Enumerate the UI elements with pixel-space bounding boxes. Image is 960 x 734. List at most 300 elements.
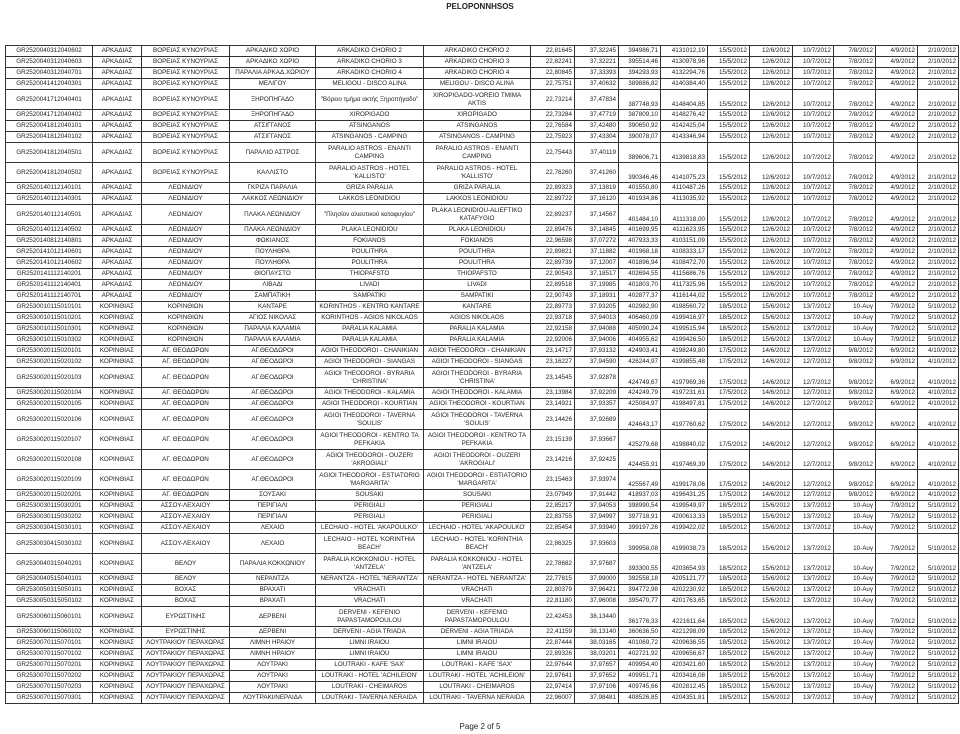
table-row: [6, 324, 959, 335]
municipality-cell: ΒΕΛΟΥ: [142, 574, 230, 585]
latitude-cell: 37,94013: [575, 313, 619, 324]
sampling-date-3-cell: 10/7/2012: [793, 46, 834, 57]
name-local-cell: ARKADIKO CHORIO 4: [316, 68, 424, 79]
location-cell: ΛΟΥΤΡΑΚΙ/ΝΕΡΑΙΔΑ: [230, 693, 316, 704]
name-latin-cell: NERANTZA - HOTEL 'NERANTZA': [424, 574, 531, 585]
sampling-date-3-cell: 13/7/2012: [793, 512, 834, 523]
prefecture-cell: ΚΟΡΙΝΘΙΑΣ: [93, 660, 142, 671]
station-code-cell: GR2520041412040301: [6, 79, 93, 90]
easting-cell: 409951,71: [619, 671, 661, 682]
longitude-cell: 22,89821: [531, 247, 575, 258]
longitude-cell: 22,83755: [531, 512, 575, 523]
sampling-date-5-cell: 7/9/2012: [876, 607, 918, 627]
name-local-cell: FOKIANOS: [316, 236, 424, 247]
sampling-date-1-cell: 18/5/2012: [708, 335, 750, 346]
latitude-cell: 37,97652: [575, 671, 619, 682]
sampling-date-2-cell: 12/6/2012: [750, 79, 793, 90]
sampling-date-6-cell: 5/10/2012: [918, 649, 959, 660]
sampling-date-4-cell: 7/8/2012: [834, 280, 876, 291]
sampling-date-6-cell: 4/10/2012: [918, 410, 959, 430]
prefecture-cell: ΚΟΡΙΝΘΙΑΣ: [93, 649, 142, 660]
latitude-cell: 37,18931: [575, 291, 619, 302]
sampling-date-5-cell: 7/9/2012: [876, 638, 918, 649]
latitude-cell: 37,93603: [575, 534, 619, 554]
longitude-cell: 22,89326: [531, 649, 575, 660]
station-code-cell: GR2530070115070202: [6, 671, 93, 682]
sampling-date-5-cell: 6/9/2012: [876, 450, 918, 470]
name-local-cell: KORINTHOS - AGIOS NIKOLAOS: [316, 313, 424, 324]
easting-cell: 390650,92: [619, 121, 661, 132]
name-local-cell: AGIOI THEODOROI - SIANGAS: [316, 357, 424, 368]
station-code-cell: GR2530010115010201: [6, 313, 93, 324]
name-latin-cell: THIOPAFSTO: [424, 269, 531, 280]
longitude-cell: 23,14545: [531, 368, 575, 388]
latitude-cell: 37,32221: [575, 57, 619, 68]
sampling-date-6-cell: 2/10/2012: [918, 247, 959, 258]
sampling-date-2-cell: 15/6/2012: [750, 693, 793, 704]
longitude-cell: 22,80845: [531, 68, 575, 79]
name-latin-cell: XIROPIGADO-VOREIO TMIMA AKTIS: [424, 90, 531, 110]
name-latin-cell: MELIGOU - DISCO ALINA: [424, 79, 531, 90]
name-local-cell: AGIOI THEODOROI - OUZERI 'AKROGIALI': [316, 450, 424, 470]
sampling-date-6-cell: 2/10/2012: [918, 269, 959, 280]
easting-cell: 398990,54: [619, 501, 661, 512]
table-row: [6, 534, 959, 554]
easting-cell: 393300,55: [619, 554, 661, 574]
longitude-cell: 22,89773: [531, 302, 575, 313]
municipality-cell: ΛΟΥΤΡΑΚΙΟΥ ΠΕΡΑΧΩΡΑΣ: [142, 638, 230, 649]
sampling-date-6-cell: 2/10/2012: [918, 183, 959, 194]
longitude-cell: 23,15463: [531, 470, 575, 490]
name-latin-cell: LIMNI IRAIOU: [424, 638, 531, 649]
easting-cell: 401069,72: [619, 638, 661, 649]
prefecture-cell: ΑΡΚΑΔΙΑΣ: [93, 183, 142, 194]
sampling-date-4-cell: 9/8/2012: [834, 399, 876, 410]
sampling-date-2-cell: 12/6/2012: [750, 132, 793, 143]
name-latin-cell: LOUTRAKI - HOTEL 'ACHILEION': [424, 671, 531, 682]
longitude-cell: 22,96598: [531, 236, 575, 247]
northing-cell: 4203416,08: [661, 671, 708, 682]
table-row: [6, 121, 959, 132]
sampling-date-6-cell: 2/10/2012: [918, 46, 959, 57]
longitude-cell: 22,89518: [531, 280, 575, 291]
station-code-cell: GR2530020115020106: [6, 410, 93, 430]
prefecture-cell: ΚΟΡΙΝΘΙΑΣ: [93, 574, 142, 585]
prefecture-cell: ΚΟΡΙΝΘΙΑΣ: [93, 554, 142, 574]
prefecture-cell: ΑΡΚΑΔΙΑΣ: [93, 46, 142, 57]
municipality-cell: ΕΥΡΩΣΤΙΝΗΣ: [142, 627, 230, 638]
sampling-date-3-cell: 10/7/2012: [793, 132, 834, 143]
latitude-cell: 37,42480: [575, 121, 619, 132]
sampling-date-3-cell: 13/7/2012: [793, 682, 834, 693]
municipality-cell: ΛΕΩΝΙΔΙΟΥ: [142, 225, 230, 236]
northing-cell: 4199038,73: [661, 534, 708, 554]
sampling-date-1-cell: 15/5/2012: [708, 269, 750, 280]
sampling-date-4-cell: 10-Αυγ: [834, 660, 876, 671]
sampling-date-1-cell: 15/5/2012: [708, 90, 750, 110]
northing-cell: 4198249,80: [661, 346, 708, 357]
sampling-date-3-cell: 12/7/2012: [793, 490, 834, 501]
latitude-cell: 37,14845: [575, 225, 619, 236]
name-latin-cell: PLAKA LEONIDIOU-ALIEFTIKO KATAFYGIO: [424, 205, 531, 225]
sampling-date-4-cell: 7/8/2012: [834, 225, 876, 236]
prefecture-cell: ΚΟΡΙΝΘΙΑΣ: [93, 410, 142, 430]
sampling-date-2-cell: 15/6/2012: [750, 574, 793, 585]
latitude-cell: 37,19985: [575, 280, 619, 291]
municipality-cell: ΒΟΡΕΙΑΣ ΚΥΝΟΥΡΙΑΣ: [142, 121, 230, 132]
sampling-date-4-cell: 7/8/2012: [834, 57, 876, 68]
easting-cell: 409745,66: [619, 682, 661, 693]
sampling-date-4-cell: 9/8/2012: [834, 357, 876, 368]
sampling-date-3-cell: 12/7/2012: [793, 430, 834, 450]
name-local-cell: SOUSAKI: [316, 490, 424, 501]
sampling-date-6-cell: 4/10/2012: [918, 399, 959, 410]
station-code-cell: GR2520041812040101: [6, 121, 93, 132]
easting-cell: 424903,41: [619, 346, 661, 357]
sampling-date-5-cell: 6/9/2012: [876, 430, 918, 450]
sampling-date-2-cell: 14/6/2012: [750, 346, 793, 357]
latitude-cell: 37,13819: [575, 183, 619, 194]
name-latin-cell: FOKIANOS: [424, 236, 531, 247]
longitude-cell: 22,42453: [531, 607, 575, 627]
municipality-cell: ΒΟΧΑΣ: [142, 585, 230, 596]
sampling-date-6-cell: 5/10/2012: [918, 638, 959, 649]
northing-cell: 4108333,17: [661, 247, 708, 258]
northing-cell: 4139818,83: [661, 143, 708, 163]
sampling-date-1-cell: 15/5/2012: [708, 205, 750, 225]
sampling-date-3-cell: 13/7/2012: [793, 534, 834, 554]
sampling-date-1-cell: 18/5/2012: [708, 324, 750, 335]
location-cell: ΑΓ.ΘΕΟΔΩΡΟΙ: [230, 346, 316, 357]
name-latin-cell: ARKADIKO CHORIO 2: [424, 46, 531, 57]
sampling-date-6-cell: 5/10/2012: [918, 512, 959, 523]
sampling-date-2-cell: 15/6/2012: [750, 660, 793, 671]
latitude-cell: 38,03165: [575, 638, 619, 649]
station-code-cell: GR2520140112140501: [6, 205, 93, 225]
sampling-date-1-cell: 18/5/2012: [708, 607, 750, 627]
municipality-cell: ΛΟΥΤΡΑΚΙΟΥ ΠΕΡΑΧΩΡΑΣ: [142, 660, 230, 671]
station-code-cell: GR2530060115060101: [6, 607, 93, 627]
sampling-date-6-cell: 4/10/2012: [918, 368, 959, 388]
sampling-date-6-cell: 5/10/2012: [918, 585, 959, 596]
location-cell: ΛΟΥΤΡΑΚΙ: [230, 671, 316, 682]
sampling-date-4-cell: 7/8/2012: [834, 205, 876, 225]
table-row: [6, 110, 959, 121]
sampling-date-2-cell: 15/6/2012: [750, 607, 793, 627]
bathing-water-table: [5, 45, 959, 704]
prefecture-cell: ΚΟΡΙΝΘΙΑΣ: [93, 357, 142, 368]
location-cell: ΑΓ.ΘΕΟΔΩΡΟΙ: [230, 399, 316, 410]
sampling-date-3-cell: 13/7/2012: [793, 693, 834, 704]
sampling-date-5-cell: 7/9/2012: [876, 682, 918, 693]
name-latin-cell: XIROPIGADO: [424, 110, 531, 121]
sampling-date-2-cell: 12/6/2012: [750, 90, 793, 110]
name-latin-cell: AGIOS NIKOLAOS: [424, 313, 531, 324]
sampling-date-1-cell: 15/5/2012: [708, 143, 750, 163]
station-code-cell: GR2520040312040701: [6, 68, 93, 79]
municipality-cell: ΚΟΡΙΝΘΙΩΝ: [142, 335, 230, 346]
sampling-date-5-cell: 7/9/2012: [876, 523, 918, 534]
sampling-date-6-cell: 5/10/2012: [918, 607, 959, 627]
station-code-cell: GR2530010115010301: [6, 324, 93, 335]
name-local-cell: PERIGIALI: [316, 512, 424, 523]
latitude-cell: 37,18517: [575, 269, 619, 280]
latitude-cell: 38,13440: [575, 607, 619, 627]
sampling-date-3-cell: 10/7/2012: [793, 121, 834, 132]
municipality-cell: ΛΕΩΝΙΔΙΟΥ: [142, 236, 230, 247]
station-code-cell: GR2520140112140502: [6, 225, 93, 236]
sampling-date-2-cell: 15/6/2012: [750, 534, 793, 554]
name-local-cell: "Βόρειο τμήμα ακτής Ξηροπήγαδο": [316, 90, 424, 110]
sampling-date-3-cell: 13/7/2012: [793, 335, 834, 346]
name-latin-cell: AGIOI THEODOROI - SIANGAS: [424, 357, 531, 368]
longitude-cell: 22,73284: [531, 110, 575, 121]
easting-cell: 361776,33: [619, 607, 661, 627]
northing-cell: 4142425,04: [661, 121, 708, 132]
table-body: [6, 46, 959, 704]
northing-cell: 4148404,85: [661, 90, 708, 110]
sampling-date-4-cell: 10-Αυγ: [834, 693, 876, 704]
name-local-cell: AGIOI THEODOROI - CHANIKIAN: [316, 346, 424, 357]
sampling-date-1-cell: 17/5/2012: [708, 368, 750, 388]
municipality-cell: ΒΟΡΕΙΑΣ ΚΥΝΟΥΡΙΑΣ: [142, 132, 230, 143]
table-row: [6, 490, 959, 501]
name-latin-cell: AGIOI THEODOROI - KENTRO TA PEFKAKIA: [424, 430, 531, 450]
name-latin-cell: ARKADIKO CHORIO 4: [424, 68, 531, 79]
easting-cell: 407933,33: [619, 236, 661, 247]
sampling-date-3-cell: 10/7/2012: [793, 110, 834, 121]
name-latin-cell: AGIOI THEODOROI - KALAMIA: [424, 388, 531, 399]
sampling-date-5-cell: 4/9/2012: [876, 121, 918, 132]
sampling-date-2-cell: 12/6/2012: [750, 205, 793, 225]
latitude-cell: 37,94006: [575, 335, 619, 346]
location-cell: ΑΡΚΑΔΙΚΟ ΧΩΡΙΟ: [230, 57, 316, 68]
municipality-cell: ΑΓ. ΘΕΟΔΩΡΩΝ: [142, 430, 230, 450]
name-latin-cell: PARALIA KALAMIA: [424, 335, 531, 346]
sampling-date-6-cell: 5/10/2012: [918, 313, 959, 324]
table-row: [6, 205, 959, 225]
station-code-cell: GR2530060115060102: [6, 627, 93, 638]
sampling-date-5-cell: 4/9/2012: [876, 79, 918, 90]
latitude-cell: 37,47719: [575, 110, 619, 121]
station-code-cell: GR2530020115020109: [6, 470, 93, 490]
sampling-date-5-cell: 7/9/2012: [876, 596, 918, 607]
municipality-cell: ΑΣΣΟΥ-ΛΕΧΑΙΟΥ: [142, 501, 230, 512]
sampling-date-2-cell: 14/6/2012: [750, 470, 793, 490]
prefecture-cell: ΚΟΡΙΝΘΙΑΣ: [93, 585, 142, 596]
sampling-date-1-cell: 17/5/2012: [708, 346, 750, 357]
sampling-date-2-cell: 15/6/2012: [750, 512, 793, 523]
station-code-cell: GR2530050315050101: [6, 585, 93, 596]
station-code-cell: GR2520140112140301: [6, 194, 93, 205]
table-row: [6, 627, 959, 638]
location-cell: ΛΟΥΤΡΑΚΙ: [230, 682, 316, 693]
longitude-cell: 22,89722: [531, 194, 575, 205]
location-cell: ΞΗΡΟΠΗΓΑΔΟ: [230, 110, 316, 121]
prefecture-cell: ΚΟΡΙΝΘΙΑΣ: [93, 302, 142, 313]
prefecture-cell: ΑΡΚΑΔΙΑΣ: [93, 205, 142, 225]
longitude-cell: 22,80379: [531, 585, 575, 596]
latitude-cell: 37,94053: [575, 501, 619, 512]
sampling-date-3-cell: 10/7/2012: [793, 79, 834, 90]
sampling-date-6-cell: 5/10/2012: [918, 523, 959, 534]
sampling-date-6-cell: 2/10/2012: [918, 132, 959, 143]
easting-cell: 399197,26: [619, 523, 661, 534]
easting-cell: 402982,90: [619, 302, 661, 313]
location-cell: ΔΕΡΒΕΝΙ: [230, 627, 316, 638]
name-local-cell: MELIGOU - DISCO ALINA: [316, 79, 424, 90]
latitude-cell: 37,99000: [575, 574, 619, 585]
sampling-date-5-cell: 4/9/2012: [876, 280, 918, 291]
sampling-date-2-cell: 12/6/2012: [750, 143, 793, 163]
sampling-date-1-cell: 15/5/2012: [708, 247, 750, 258]
sampling-date-2-cell: 14/6/2012: [750, 357, 793, 368]
sampling-date-3-cell: 10/7/2012: [793, 194, 834, 205]
sampling-date-5-cell: 4/9/2012: [876, 205, 918, 225]
northing-cell: 4141075,23: [661, 163, 708, 183]
name-latin-cell: ATSINGANOS - CAMPING: [424, 132, 531, 143]
sampling-date-6-cell: 4/10/2012: [918, 357, 959, 368]
sampling-date-2-cell: 15/6/2012: [750, 585, 793, 596]
municipality-cell: ΑΣΣΟΥ-ΛΕΧΑΙΟΥ: [142, 523, 230, 534]
prefecture-cell: ΚΟΡΙΝΘΙΑΣ: [93, 346, 142, 357]
prefecture-cell: ΑΡΚΑΔΙΑΣ: [93, 280, 142, 291]
sampling-date-4-cell: 7/8/2012: [834, 68, 876, 79]
latitude-cell: 37,94997: [575, 512, 619, 523]
northing-cell: 4199416,97: [661, 313, 708, 324]
name-latin-cell: PERIGIALI: [424, 501, 531, 512]
table-row: [6, 79, 959, 90]
sampling-date-5-cell: 4/9/2012: [876, 132, 918, 143]
sampling-date-5-cell: 7/9/2012: [876, 627, 918, 638]
northing-cell: 4197969,36: [661, 368, 708, 388]
longitude-cell: 22,92006: [531, 335, 575, 346]
northing-cell: 4197760,62: [661, 410, 708, 430]
latitude-cell: 37,93357: [575, 399, 619, 410]
sampling-date-2-cell: 15/6/2012: [750, 671, 793, 682]
table-row: [6, 368, 959, 388]
latitude-cell: 37,93974: [575, 470, 619, 490]
sampling-date-5-cell: 7/9/2012: [876, 660, 918, 671]
sampling-date-3-cell: 13/7/2012: [793, 574, 834, 585]
station-code-cell: GR2530040315040201: [6, 554, 93, 574]
name-local-cell: XIROPIGADO: [316, 110, 424, 121]
prefecture-cell: ΚΟΡΙΝΘΙΑΣ: [93, 335, 142, 346]
northing-cell: 4199422,02: [661, 523, 708, 534]
sampling-date-4-cell: 9/8/2012: [834, 346, 876, 357]
name-latin-cell: LOUTRAKI - KAFE 'SAX': [424, 660, 531, 671]
sampling-date-1-cell: 18/5/2012: [708, 638, 750, 649]
easting-cell: 394772,98: [619, 585, 661, 596]
sampling-date-1-cell: 17/5/2012: [708, 450, 750, 470]
northing-cell: 4196431,25: [661, 490, 708, 501]
name-local-cell: PLAKA LEONIDIOU: [316, 225, 424, 236]
longitude-cell: 22,78682: [531, 554, 575, 574]
name-latin-cell: DERVENI - AGIA TRIADA: [424, 627, 531, 638]
sampling-date-6-cell: 2/10/2012: [918, 110, 959, 121]
sampling-date-6-cell: 2/10/2012: [918, 143, 959, 163]
name-local-cell: ARKADIKO CHORIO 2: [316, 46, 424, 57]
sampling-date-4-cell: 10-Αυγ: [834, 649, 876, 660]
northing-cell: 4197231,61: [661, 388, 708, 399]
sampling-date-4-cell: 7/8/2012: [834, 46, 876, 57]
sampling-date-6-cell: 2/10/2012: [918, 68, 959, 79]
location-cell: ΦΩΚΙΑΝΟΣ: [230, 236, 316, 247]
sampling-date-1-cell: 17/5/2012: [708, 490, 750, 501]
sampling-date-4-cell: 10-Αυγ: [834, 523, 876, 534]
table-row: [6, 512, 959, 523]
latitude-cell: 37,91442: [575, 490, 619, 501]
sampling-date-4-cell: 7/8/2012: [834, 110, 876, 121]
latitude-cell: 37,92425: [575, 450, 619, 470]
northing-cell: 4111623,95: [661, 225, 708, 236]
sampling-date-2-cell: 14/6/2012: [750, 368, 793, 388]
sampling-date-6-cell: 5/10/2012: [918, 671, 959, 682]
prefecture-cell: ΑΡΚΑΔΙΑΣ: [93, 68, 142, 79]
easting-cell: 425279,68: [619, 430, 661, 450]
name-local-cell: "Πλησίον αλιευτικού καταφυγίου": [316, 205, 424, 225]
latitude-cell: 37,11882: [575, 247, 619, 258]
sampling-date-1-cell: 15/5/2012: [708, 258, 750, 269]
location-cell: ΑΡΚΑΔΙΚΟ ΧΩΡΙΟ: [230, 46, 316, 57]
sampling-date-1-cell: 17/5/2012: [708, 388, 750, 399]
longitude-cell: 22,86325: [531, 534, 575, 554]
longitude-cell: 22,77815: [531, 574, 575, 585]
name-latin-cell: LECHAIO - HOTEL 'KORINTHIA BEACH': [424, 534, 531, 554]
table-row: [6, 194, 959, 205]
sampling-date-4-cell: 7/8/2012: [834, 143, 876, 163]
name-local-cell: PARALIO ASTROS - HOTEL 'KALLISTO': [316, 163, 424, 183]
municipality-cell: ΒΟΡΕΙΑΣ ΚΥΝΟΥΡΙΑΣ: [142, 68, 230, 79]
name-latin-cell: PARALIA KOKKONIOU - HOTEL 'ANTZELA': [424, 554, 531, 574]
municipality-cell: ΛΕΩΝΙΔΙΟΥ: [142, 291, 230, 302]
prefecture-cell: ΚΟΡΙΝΘΙΑΣ: [93, 671, 142, 682]
northing-cell: 4199426,50: [661, 335, 708, 346]
station-code-cell: GR2530050315050102: [6, 596, 93, 607]
prefecture-cell: ΚΟΡΙΝΘΙΑΣ: [93, 596, 142, 607]
station-code-cell: GR2530020115020201: [6, 490, 93, 501]
sampling-date-6-cell: 5/10/2012: [918, 554, 959, 574]
location-cell: ΔΕΡΒΕΝΙ: [230, 607, 316, 627]
location-cell: ΛΙΜΝΗ ΗΡΑΙΟΥ: [230, 638, 316, 649]
table-row: [6, 46, 959, 57]
name-local-cell: PARALIA KALAMIA: [316, 324, 424, 335]
location-cell: ΓΚΡΙΖΑ ΠΑΡΑΛΙΑ: [230, 183, 316, 194]
sampling-date-3-cell: 12/7/2012: [793, 388, 834, 399]
location-cell: ΑΓ.ΘΕΟΔΩΡΟΙ: [230, 470, 316, 490]
northing-cell: 4209636,55: [661, 638, 708, 649]
sampling-date-2-cell: 15/6/2012: [750, 638, 793, 649]
name-local-cell: AGIOI THEODOROI - KOURTIAN: [316, 399, 424, 410]
sampling-date-3-cell: 10/7/2012: [793, 68, 834, 79]
location-cell: ΑΓ.ΘΕΟΔΩΡΟΙ: [230, 430, 316, 450]
prefecture-cell: ΚΟΡΙΝΘΙΑΣ: [93, 512, 142, 523]
sampling-date-3-cell: 12/7/2012: [793, 357, 834, 368]
sampling-date-2-cell: 14/6/2012: [750, 430, 793, 450]
latitude-cell: 37,14567: [575, 205, 619, 225]
easting-cell: 424643,17: [619, 410, 661, 430]
northing-cell: 4148276,42: [661, 110, 708, 121]
municipality-cell: ΒΟΧΑΣ: [142, 596, 230, 607]
sampling-date-1-cell: 18/5/2012: [708, 302, 750, 313]
northing-cell: 4198497,81: [661, 399, 708, 410]
prefecture-cell: ΑΡΚΑΔΙΑΣ: [93, 247, 142, 258]
latitude-cell: 37,94590: [575, 357, 619, 368]
easting-cell: 387748,93: [619, 90, 661, 110]
sampling-date-1-cell: 18/5/2012: [708, 596, 750, 607]
prefecture-cell: ΑΡΚΑΔΙΑΣ: [93, 194, 142, 205]
sampling-date-1-cell: 18/5/2012: [708, 671, 750, 682]
